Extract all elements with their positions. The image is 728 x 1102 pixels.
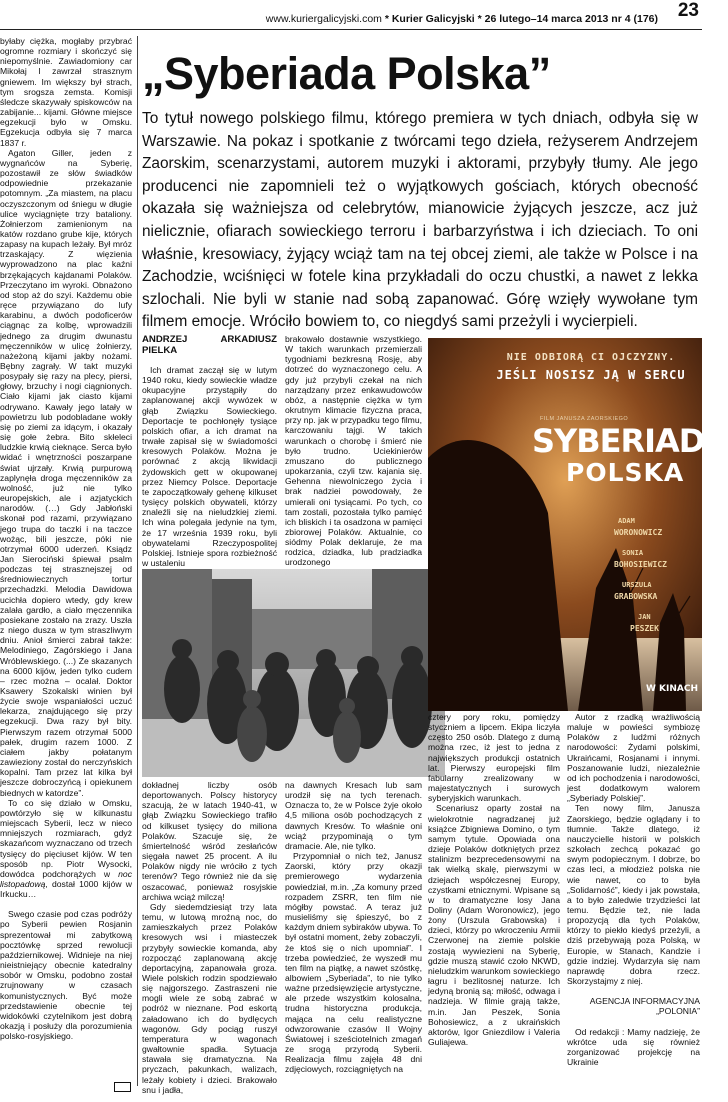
column-a-top — [142, 334, 277, 567]
paragraph: cztery pory roku, pomiędzy styczniem a lipcem. Ekipa liczyła często 250 osób. Dlatego z dumą można rzec, iż jest to jedna z największych produkcji ostatnich lat. Pierwszy europejski film fabularny zrealizowany w majestatycznych i surowych syberyjskich warunkach. — [428, 712, 560, 804]
column-b-top — [285, 334, 422, 567]
site-url: www.kuriergalicyjski.com — [265, 13, 382, 25]
paragraph: To co się działo w Omsku, powtórzyło się w kilkunastu miejscach Syberii, lecz w nieco mniejszych rozmiarach, gdyż skazańcom wyznaczano od trzech tysięcy do pięciuset kijów. W ten sposób np. Piotr Wysocki, dowódca podchorążych w noc listopadową, dostał 1000 kijów w Irkucku… — [0, 797, 132, 900]
agency-signature: AGENCJA INFORMACYJNA „POLONIA” — [589, 996, 700, 1017]
poster-director: FILM JANUSZA ZAORSKIEGO — [540, 416, 629, 422]
poster-title-1: SYBERIADA — [532, 422, 728, 460]
column-c — [428, 712, 560, 1092]
poster-cast — [614, 516, 702, 634]
header-issue-line: www.kuriergalicyjski.com * Kurier Galicyjski * 26 lutego–14 marca 2013 nr 4 (176) — [265, 13, 658, 25]
paragraph: Przypomniał o nich też, Janusz Zaorski, który przy okazji premierowego wydarzenia powiedział, m.in. „Za komuny przed rozpadem ZSRR, ten film nie mógłby powstać. A teraz już musieliśmy się śpieszyć, bo z każdym dniem sybiraków ubywa. To był ostatni moment, żeby zobaczyli, że ktoś się o nich upomniał”. I trzeba powiedzieć, że wyszedł mu ten film na piątkę, a nawet szóstkę, albowiem „Syberiada”, to nie tylko ważne przedsięwzięcie artystyczne, ale przede wszystkim kolosalna, trudna historyczna produkcja, mająca na celu realistyczne odwzorowanie czasów II Wojny Światowej i sześciotelnich zmagań ze srogą przyrodą Syberii. Realizacja filmu zajęła 48 dni zdjęciowych, rozciągniętych na — [285, 851, 422, 1075]
column-a-bottom — [142, 780, 277, 1095]
article-title: „Syberiada Polska” — [142, 48, 551, 99]
paragraph: Ten nowy film, Janusza Zaorskiego, będzie oglądany i to tłumnie. Także dlatego, iż nauczycielle historii w polskich szkołach zechcą pokazać go swym podopiecznym. I dobrze, bo czas leci, a młodzież polska nie wie nawet, co to była „Solidarność”, kiedy i jak powstała, a to było zaledwie trzydzieści lat temu. Będzie też, nie lada propozycją dla tych Polaków, którzy to piekło kiedyś przeżyli, a dziś przebywają poza Polską, w Europie, w Stanach, Kandzie i gdzie indziej. Wydarzyła się nam naprawdę dobra rzecz. Skorzystajmy z niej. — [567, 803, 700, 987]
paragraph: Swego czasie pod czas podróży po Syberii pewien Rosjanin sprezentował mi zabytkową pocztówkę sprzed rewolucji październikowej. Widnieje na niej nieistniejący obecnie katedralny sobór w Omsku, podobno został zrujnowany w czasach komunistycznych. Być może przedstawienie obecnie tej widokówki czytelnikom jest dobrą okazją i posłuży dla porozumienia polsko-rosyjskiego. — [0, 909, 132, 1042]
paragraph: Gdy siedemdziesiąt trzy lata temu, w lutową mroźną noc, do zamieszkałych przez Polaków kresowych wsi i miasteczek przybyły sowieckie komanda, aby rozpocząć zaplanowaną akcję deportacyjną, zapanowała groza. Wiele polskich rodzin spodziewało się najgorszego. Zastraszeni nie mogli wiele ze sobą zabrać w podróż w nieznane. Pod eskortą załadowano ich do bydlęcych wagonów. Gdy pociąg ruszył temperatura w wagonach gwałtownie spadła. Sytuacja stawała się dramatyczna. Na pryczach, pakunkach, walizach, leżały kobiety i dzieci. Brakowało snu i jadła, — [142, 901, 277, 1095]
editorial-note: Od redakcji : Mamy nadzieję, że wkrótce uda się również zorganizować projekcję na Ukrainie — [567, 1026, 700, 1067]
paragraph: Agaton Giller, jeden z wygnańców na Syberię, pozostawił ze słów świadków odpowiednie przekazanie potomnym. „Za miastem, na placu oczyszczonym od śniegu w długie ulice wyciągnięte trzy bataliony. Żołnierzom zamienionym na katów rozdano grube kije, których zapasy na kupach leżały. Był mróz trzaskający. Z więzienia wyprowadzono na plac kaźni brzękających kajdanami Polaków. Przeczytano im wyroki. Obnażono od stop aż do szyi. Każdemu obie ręce przywiązano do lufy karabinu, a dwóch podoficerów ciągnąc za kolbę, wprowadzili jednego za drugim dwunastu męczenników w ulicę żołnierzy, nażeżoną kijami jakby nożami. Bębny zagrały. W takt muzyki posypały się razy na plecy, piersi, głowy, brzuchy i nogi ciągnionych. Ciało kijami jak ciasto kijami odrywano. Kawały jego latały w powietrzu lub podobladane wokły się po ziemi za idącym, i okazały się gołe żebra. Bito skłeleci ludzkie krwią cieknące. Serca było widać i wnętrzności poszarpane świat ujrzały. Krwią purpurową zaplynęła droga męczenników za wolność, już nie tylko europejskich, ale i azjatyckich narodów. (…) Gdy Jabłoński skonał pod razami, przywiązano jego trupa do taczki i na taczce wożąc, bili jeszcze, póki nie otrzymał 6000 uderzeń. Ksiądz Jan Sierociński śpiewał psalm podczas tej strasznejszej od średniowiecznych tortur przechadzki. Melodia Dawidowa ucichła dopiero wtedy, gdy krew zalała gardło, a ciało męczennika posiekane zostało na zrazy. Uszła z niego dusza w tym straszliwym dniu. Anioł śmierci zabrał także: Melodiniego, Zagórskiego i Jana Wróblewskiego. (...) Ze skazanych na 6000 kijów, jeden tylko cudem – rzec można – ocalał. Doktor Ksawery Szokalski winien był życie swoje wspaniałości uczuć lekarza, znajdującego się przy egzekucji. Dwa razy był bity. Pierwszym razem otrzymał 5000 pałek, drugim razem 1000. Z ciałem jakby połatanym zawieziony został do nerczyńskich kopalni. Tam przez lat kilka był jeszcze dobroczyńcą i opiekunem biednych w katordze”. — [0, 147, 132, 798]
paragraph: Autor z rzadką wrażliwością maluje w powieści symbiozę Polaków z ludźmi różnych narodowości: Żydami polskimi, Ukraińcami, Rosjanami i innymi. Poszanowanie ludzi, niezależnie od ich pochodzenia i narodowości, jest dodatkowym walorem „Syberiady Polskiej”. — [567, 712, 700, 804]
poster-tagline-1: NIE ODBIORĄ CI OJCZYZNY. — [506, 352, 676, 363]
film-poster — [428, 338, 728, 711]
deportation-scene-image — [142, 569, 445, 777]
cast-last: BOHOSIEWICZ — [614, 560, 667, 569]
column-b-bottom — [285, 780, 422, 1092]
cast-first: SONIA — [622, 549, 644, 557]
column-d — [567, 712, 700, 1092]
paragraph: Scenariusz oparty został na wielokrotnie nagradzanej już książce Zbigniewa Domino, o tym samym tytule. Opowiada ona dzieje Polaków dotkniętych przez stalinizm bezprecedensowymi na tak wielką skalę, pierwszymi w dziejach współczesnej Europy, czystkami etnicznymi. Wpisane są w to dramatyczne losy Jana Doliny (Adam Woronowicz), jego żony (Urszula Grabowska) i dzieci, którzy po wkroczeniu Armii Czerwonej na ziemie polskie zostają wywiezieni na Syberię, gdzie muszą stawić czoło NKWD, nieludzkim warunkom sowieckiego łagru i bezlitosnej naturze. Ich jedyną bronią są: miłość, odwaga i nadzieja. W filmie grają także, m.in. Jan Peszek, Sonia Bohosiewicz, a z ukraińskich aktorów, Igor Gniezdilow i Valeria Guliajewa. — [428, 803, 560, 1047]
film-still-photo — [142, 569, 445, 777]
cast-last: PESZEK — [630, 624, 659, 633]
issue-info: Kurier Galicyjski * 26 lutego–14 marca 2013 nr 4 (176) — [391, 13, 658, 25]
end-mark-icon — [114, 1082, 131, 1092]
header-rule — [0, 29, 702, 30]
left-column — [0, 36, 132, 1090]
cast-first: JAN — [638, 613, 651, 621]
poster-release: W KINACH — [646, 684, 699, 694]
paragraph: byłaby ciężka, mogłaby przybrać ogromne rozmiary i skończyć się niepomyślnie. Zawiadomiony car Mikołaj I zawrzał strasznym gniewem. Im większy był strach, tym srogsza zemsta. Komisji śledcze skazywały spiskowców na zabijanie... kijami. Główne miejsce egzekucji było w Omsku. Egzekucja odbyła się 7 marca 1837 r. — [0, 36, 132, 148]
paragraph: Ich dramat zaczął się w lutym 1940 roku, kiedy sowieckie władze okupacyjne przystąpiły do zaplanowanej akcji wywózek w głąb Związku Sowieckiego. Deportacje te pochłonęły tysiące polskich ofiar, a ich dramat na trwałe zapisał się w świadomości kresowych Polaków. Można je porównać z akcją likwidacji żydowskich gett w okupowanej przez Niemcy Polsce. Deportacje te zapoczątkowały gehenę kilkuset tysięcy polskich obywateli, którzy znaleźli się na nieludzkiej ziemi. Ich wina polegała jedynie na tym, że 17 września 1939 roku, byli obywatelami Rzeczypospolitej Polskiej. Istnieje spora rozbieżność w ustaleniu — [142, 365, 277, 568]
article-lead: To tytuł nowego polskiego filmu, którego premiera w tych dniach, odbyła się w Warszawie. Na pokaz i spotkanie z twórcami tego dzieła, reżyserem Andrzejem Zaorskim, scenarzystami, autorem muzyki i aktorami, przybyły tłumy. Ale jego producenci nie zapomnieli też o wyjątkowych gościach, których obecność okazała się ważniejsza od celebrytów, mianowicie żyjących jeszcze, acz już nielicznie, ofiarach sowieckiego terroru i barbarzyństwa i ich dzieciach. To oni właśnie, kresowiacy, żyjący wciąż tam na tej obcej ziemi, ale także w Polsce i na Zachodzie, wciśnięci w fotele kina przykładali do oczu chustki, a nawet z lekka szlochali. Nie byli w stanie nad sobą zapanować. Górę wzięły wywołane tym filmem emocje. Wróciło bowiem to, co niegdyś sami przeżyli i wycierpieli. — [142, 110, 698, 331]
cast-last: GRABOWSKA — [614, 592, 658, 601]
page-number: 23 — [677, 0, 699, 21]
column-separator — [137, 36, 138, 1086]
cast-first: URSZULA — [622, 581, 652, 589]
poster-tagline-2: JEŚLI NOSISZ JĄ W SERCU — [496, 368, 686, 382]
poster-title-2: POLSKA — [566, 458, 685, 487]
cast-first: ADAM — [618, 517, 635, 525]
cast-last: WORONOWICZ — [614, 528, 663, 537]
paragraph: brakowało dostawnie wszystkiego. W takich warunkach przemierzali tygodniami bezkresną Rosję, aby dotrzeć do wyznaczonego celu. A gdy już przybyli czekał na nich narządzany przez enkawudowców obóz, a następnie ciężka w tym okrutnym klimacie fizyczna praca, przy np. jak w przypadku tego filmu, karczowaniu tajgi. W takich warunkach o chorobę i śmierć nie było trudno. Uciekinierów zmuszano do publicznego upokarzania, czyli tzw. kajania się. Gehenna niewolniczego życia i brak nadziei powodowały, że umierali oni tysiącami. Po tych, co tam zostali, pozostała tylko pamięć ich bliskich i ta osadzona w pamięci zbiorowej Polaków. Aktualnie, co siódmy Polak deklaruje, że ma rodzica, dziadka, lub pradziadka urodzonego — [285, 334, 422, 568]
author-byline: ANDRZEJ ARKADIUSZ PIELKA — [142, 334, 277, 356]
paragraph: na dawnych Kresach lub sam urodził się na tych terenach. Oznacza to, że w Polsce żyje około 4,5 miliona osób pochodzących z dawnych Kresów. To właśnie oni wciąż przypominają o tym dramacie. Ale, nie tylko. — [285, 780, 422, 851]
paragraph: dokładnej liczby osób deportowanych. Polscy historycy szacują, że w latach 1940-41, w głąb Związku Sowieckiego trafiło od kilkuset tysięcy do miliona Polaków. Szacuje się, że śmiertelność wśród zesłańców sięgała nawet 25 procent. A ilu Polaków nigdy nie wróciło z tych terenów? Tego również nie da się oszacować, ponieważ rosyjskie archiwa wciąż milczą! — [142, 780, 277, 902]
